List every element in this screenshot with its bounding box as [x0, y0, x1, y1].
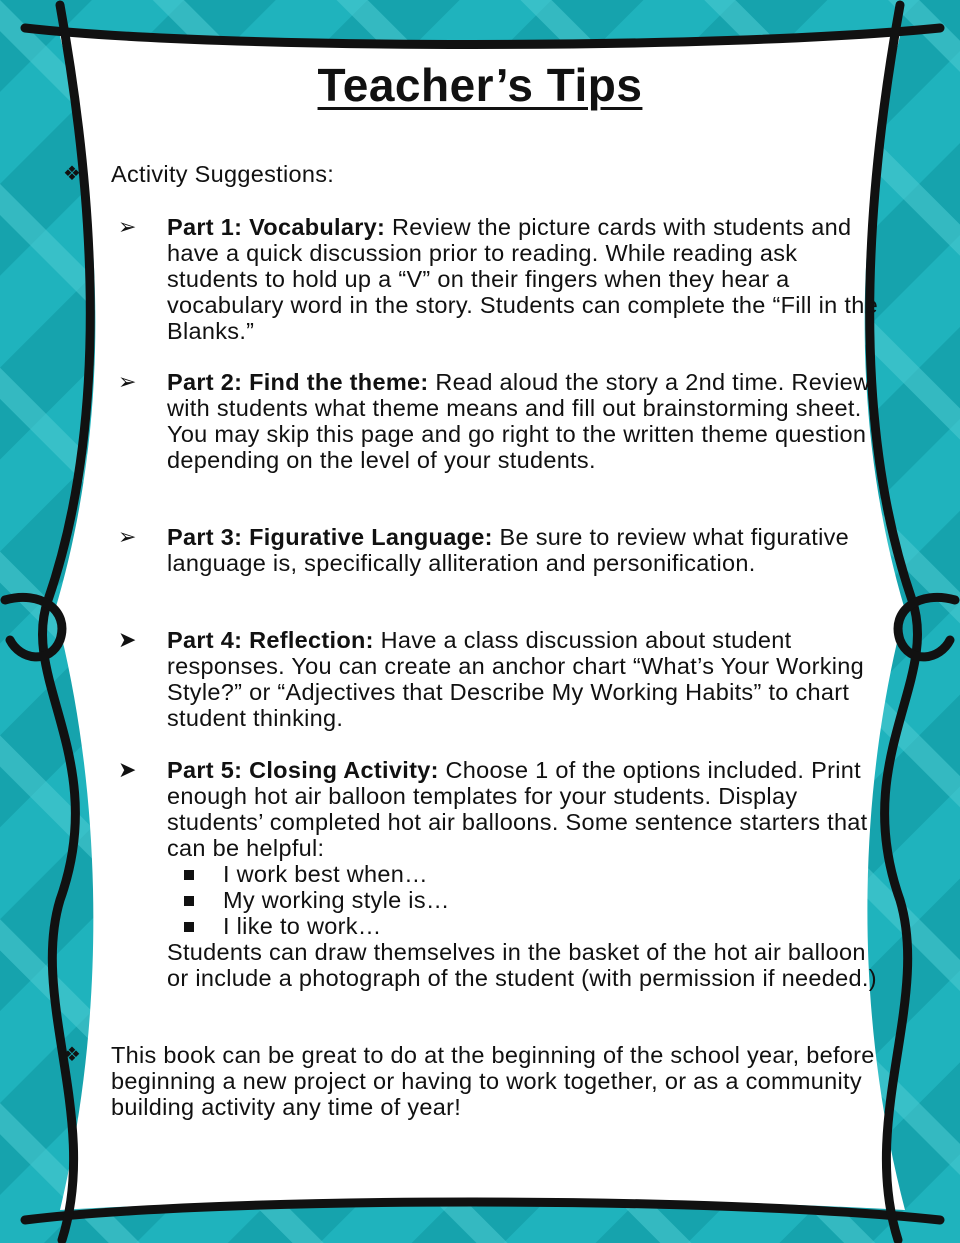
part-3-text: [167, 524, 887, 576]
part-5-after-text: Students can draw themselves in the basket of the hot air balloon or include a photograph of the student (with permission if needed.): [167, 939, 877, 991]
square-icon: [184, 896, 194, 906]
section-heading: Activity Suggestions:: [111, 161, 335, 187]
arrowhead-icon: ➢: [118, 214, 137, 239]
list-item: [167, 913, 887, 939]
part-4-text: [167, 627, 887, 731]
part-3-label: Part 3: Figurative Language:: [167, 524, 493, 550]
list-item: [167, 861, 887, 887]
part-3-body: Be sure to review what figurative language is, specifically alliteration and personification.: [167, 524, 850, 576]
sentence-starter: I like to work…: [223, 913, 382, 939]
part-5-text: [167, 757, 887, 991]
part-2-body: Read aloud the story a 2nd time. Review with students what theme means and fill out brainstorming sheet. You may skip this page and go right to the written theme question depending on the level of your students.: [167, 369, 871, 473]
arrowhead-icon: ➢: [118, 524, 137, 549]
arrowhead-icon: ➢: [118, 369, 137, 394]
square-icon: [184, 922, 194, 932]
part-2-text: [167, 369, 887, 473]
part-5-label: Part 5: Closing Activity:: [167, 757, 439, 783]
sentence-starter: My working style is…: [223, 887, 450, 913]
sentence-starters-list: [167, 861, 887, 939]
page-title: Teacher’s Tips: [317, 59, 643, 111]
list-item: [167, 887, 887, 913]
part-4-body: Have a class discussion about student responses. You can create an anchor chart “What’s Your Working Style?” or “Adjectives that Describe My Working Habits” to chart student thinking.: [167, 627, 865, 731]
part-5-intro: [167, 757, 887, 861]
diamond-cluster-icon: ❖: [63, 1044, 81, 1066]
arrowhead-icon: ➤: [118, 627, 137, 652]
closing-note: This book can be great to do at the beginning of the school year, before beginning a new project or having to work together, or as a community building activity any time of year!: [111, 1042, 875, 1120]
part-4-label: Part 4: Reflection:: [167, 627, 374, 653]
part-1-label: Part 1: Vocabulary:: [167, 214, 386, 240]
part-1-text: [167, 214, 887, 344]
arrowhead-icon: ➤: [118, 757, 137, 782]
part-2-label: Part 2: Find the theme:: [167, 369, 429, 395]
square-icon: [184, 870, 194, 880]
part-1-body: Review the picture cards with students and have a quick discussion prior to reading. While reading ask students to hold up a “V” on their fingers when they hear a vocabulary word in the story. Students can complete the “Fill in the Blanks.”: [167, 214, 878, 344]
part-5-body: Choose 1 of the options included. Print enough hot air balloon templates for your students. Display students’ completed hot air balloons. Some sentence starters that can be helpful:: [167, 757, 868, 861]
sentence-starter: I work best when…: [223, 861, 428, 887]
diamond-cluster-icon: ❖: [63, 163, 81, 185]
